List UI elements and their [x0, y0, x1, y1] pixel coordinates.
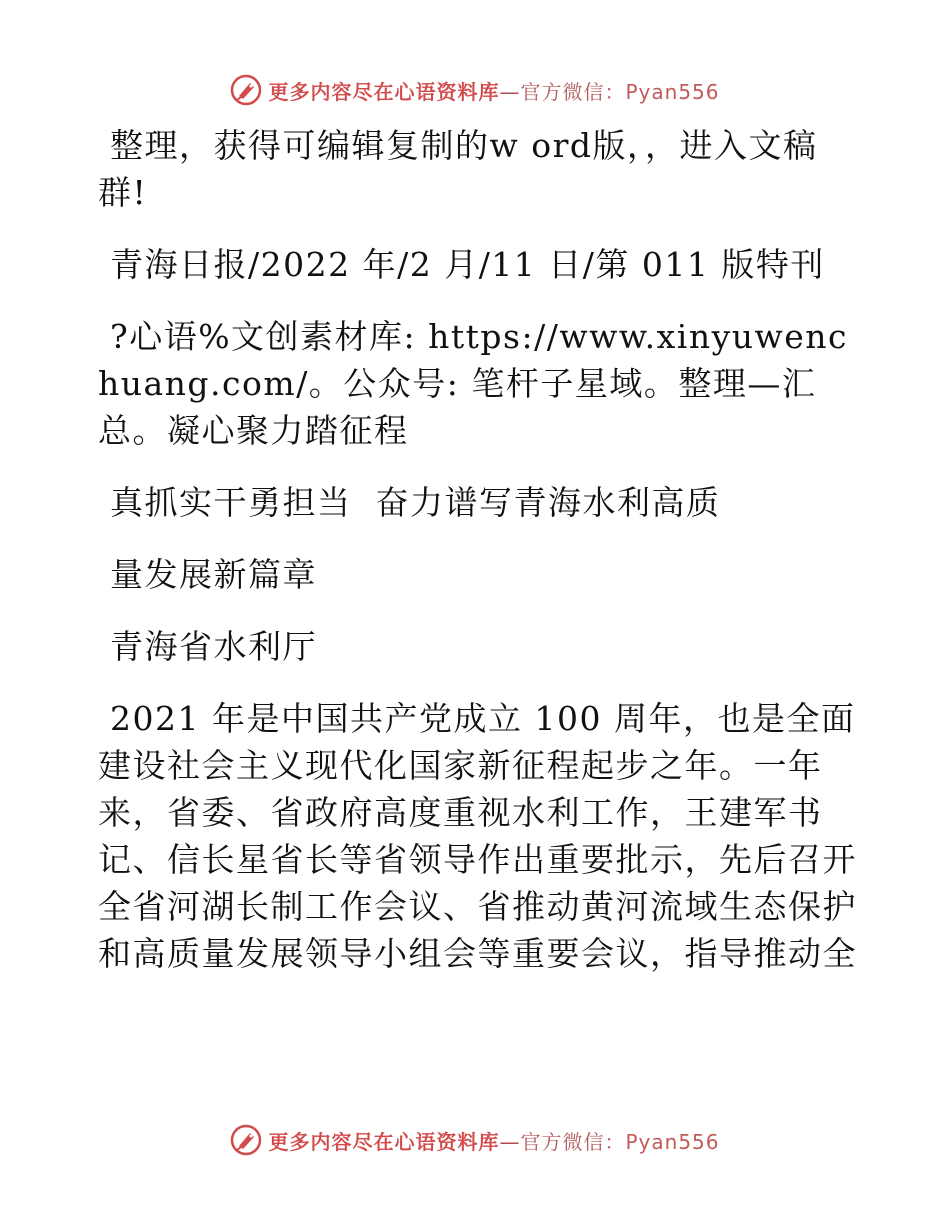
header-site-text: 更多内容尽在心语资料库 — [268, 79, 500, 104]
footer-wechat-label: 官方微信： — [520, 1129, 626, 1154]
header-banner — [0, 70, 950, 110]
header-wechat-label: 官方微信： — [520, 79, 626, 104]
article-title-line2: 量发展新篇章 — [98, 555, 317, 594]
header-dash: — — [499, 79, 521, 104]
header-banner-text — [268, 76, 719, 105]
paragraph-source: 青海日报/2022 年/2 月/11 日/第 011 版特刊 — [98, 245, 825, 284]
footer-banner — [0, 1120, 950, 1160]
article-title-line1: 真抓实干勇担当 奋力谱写青海水利高质 — [98, 483, 721, 522]
pen-nib-logo-icon — [230, 1124, 262, 1156]
pen-nib-logo-icon — [230, 74, 262, 106]
article-author: 青海省水利厅 — [98, 627, 317, 666]
header-wechat-id: Pyan556 — [625, 79, 720, 104]
paragraph-intro: 整理，获得可编辑复制的w ord版，，进入文稿群! — [98, 126, 818, 212]
document-body — [98, 122, 858, 977]
footer-dash: — — [499, 1129, 521, 1154]
footer-site-text: 更多内容尽在心语资料库 — [268, 1129, 500, 1154]
paragraph-body: 2021 年是中国共产党成立 100 周年，也是全面建设社会主义现代化国家新征程起步之年。一年来，省委、省政府高度重视水利工作，王建军书记、信长星省长等省领导作出重要批示，先后召开全省河湖长制工作会议、省推动黄河流域生态保护和高质量发展领导小组会等重要会议，指导推动全 — [98, 699, 857, 973]
footer-banner-text — [268, 1126, 719, 1155]
paragraph-resource: ?心语%文创素材库: https://www.xinyuwenchuang.com/。公众号: 笔杆子星域。整理—汇总。凝心聚力踏征程 — [98, 317, 848, 450]
footer-wechat-id: Pyan556 — [625, 1129, 720, 1154]
